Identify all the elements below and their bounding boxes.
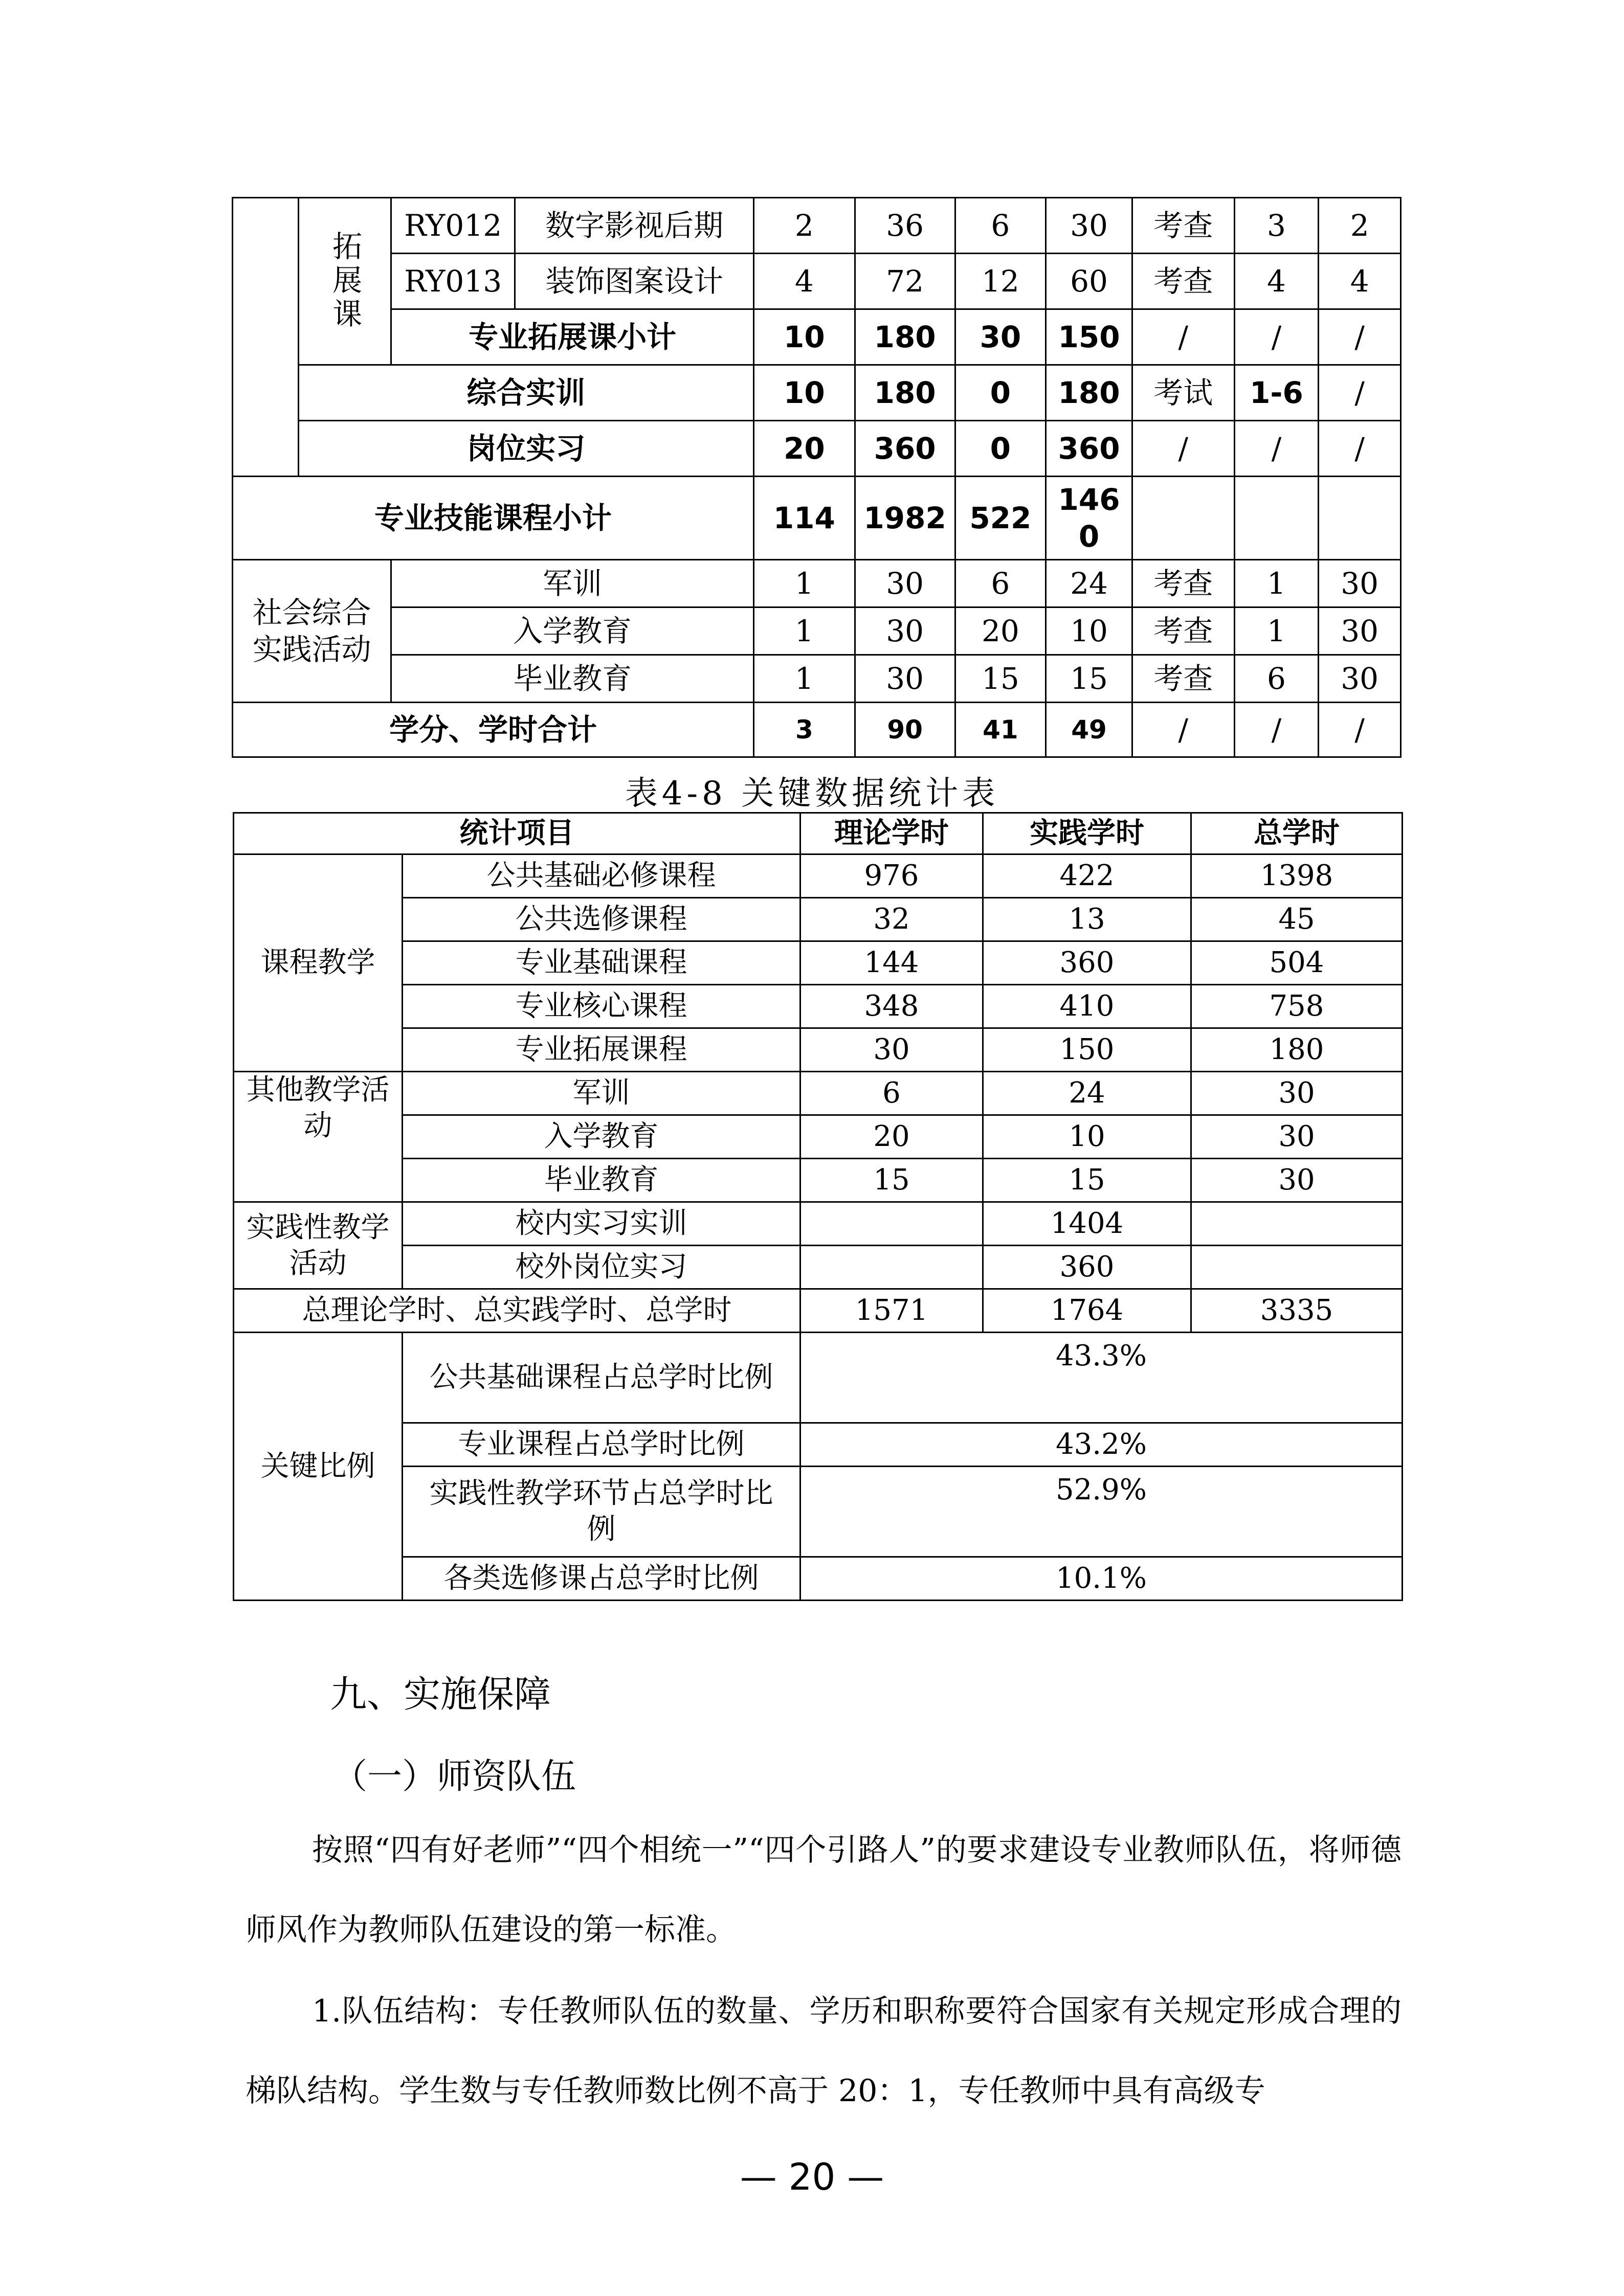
activity-name: 入学教育 [391, 607, 754, 655]
practice: 24 [983, 1072, 1191, 1115]
theory-hours: 12 [955, 254, 1046, 309]
practice: 15 [983, 1159, 1191, 1202]
hours: 36 [855, 198, 955, 254]
credits: 3 [753, 703, 855, 757]
practice-hours: 49 [1046, 703, 1132, 757]
row-name: 毕业教育 [403, 1159, 800, 1202]
row-name: 军训 [403, 1072, 800, 1115]
table-row [234, 1423, 1403, 1467]
theory-hours: 0 [955, 365, 1046, 421]
semester: / [1234, 309, 1319, 365]
row-name: 专业核心课程 [403, 985, 800, 1028]
table-row [233, 365, 1401, 421]
table-row [234, 1246, 1403, 1289]
row-name: 校内实习实训 [403, 1202, 800, 1246]
theory-hours: 20 [955, 607, 1046, 655]
hours: 360 [855, 421, 955, 477]
hours: 180 [855, 309, 955, 365]
table-row [233, 607, 1401, 655]
row-name: 入学教育 [403, 1115, 800, 1159]
ratio-value: 43.3% [800, 1333, 1403, 1423]
credits: 2 [753, 198, 855, 254]
credits: 114 [753, 477, 855, 560]
credits: 1 [753, 560, 855, 607]
credits: 1 [753, 607, 855, 655]
course-code: RY013 [391, 254, 515, 309]
practice-hours: 15 [1046, 655, 1132, 703]
theory-empty [800, 1246, 983, 1289]
other-activities-label: 其他教学活动 [234, 1072, 403, 1202]
grand-total-label: 总理论学时、总实践学时、总学时 [234, 1289, 800, 1333]
semester: 1-6 [1234, 365, 1319, 421]
section-subheading: （一）师资队伍 [332, 1757, 576, 1797]
theory: 6 [800, 1072, 983, 1115]
table-row [234, 898, 1403, 941]
table-row [234, 1115, 1403, 1159]
theory: 976 [800, 854, 983, 898]
theory-hours: 41 [955, 703, 1046, 757]
theory-hours: 522 [955, 477, 1046, 560]
theory: 144 [800, 941, 983, 985]
hours: 30 [855, 560, 955, 607]
hours: 1982 [855, 477, 955, 560]
assessment: 考查 [1132, 198, 1234, 254]
total: 180 [1191, 1028, 1403, 1072]
table-row [234, 1072, 1403, 1115]
social-group-text: 社会综合实践活动 [252, 595, 371, 667]
assessment: / [1132, 421, 1234, 477]
practice-hours: 150 [1046, 309, 1132, 365]
practice: 13 [983, 898, 1191, 941]
weekly-hours: 4 [1319, 254, 1401, 309]
total-empty [1191, 1246, 1403, 1289]
credits: 10 [753, 365, 855, 421]
header-total: 总学时 [1191, 813, 1403, 854]
table-row [234, 1557, 1403, 1601]
social-group-label [233, 560, 391, 703]
semester: 4 [1234, 254, 1319, 309]
weekly-hours: 30 [1319, 560, 1401, 607]
key-ratios-label: 关键比例 [234, 1333, 403, 1601]
practice-hours-line2: 0 [1078, 519, 1100, 554]
assessment: / [1132, 703, 1234, 757]
header-theory: 理论学时 [800, 813, 983, 854]
extension-group-label: 拓展课 [298, 198, 391, 365]
hours: 90 [855, 703, 955, 757]
row-name: 公共基础必修课程 [403, 854, 800, 898]
total: 30 [1191, 1115, 1403, 1159]
weekly-hours: / [1319, 421, 1401, 477]
total: 504 [1191, 941, 1403, 985]
header-practice: 实践学时 [983, 813, 1191, 854]
total: 758 [1191, 985, 1403, 1028]
ratio-value: 52.9% [800, 1467, 1403, 1557]
practice: 422 [983, 854, 1191, 898]
practice-hours: 10 [1046, 607, 1132, 655]
practice: 150 [983, 1028, 1191, 1072]
hours: 72 [855, 254, 955, 309]
weekly-hours: / [1319, 309, 1401, 365]
credits: 20 [753, 421, 855, 477]
practice: 360 [983, 941, 1191, 985]
weekly-hours: 30 [1319, 607, 1401, 655]
row-name: 校外岗位实习 [403, 1246, 800, 1289]
semester: 6 [1234, 655, 1319, 703]
table-caption: 表4-8 关键数据统计表 [625, 775, 999, 813]
assessment: 考查 [1132, 560, 1234, 607]
total: 1398 [1191, 854, 1403, 898]
semester: 3 [1234, 198, 1319, 254]
section-heading: 九、实施保障 [330, 1673, 551, 1716]
weekly-empty [1319, 477, 1401, 560]
weekly-hours: 30 [1319, 655, 1401, 703]
theory-hours: 30 [955, 309, 1046, 365]
header-item: 统计项目 [234, 813, 800, 854]
practice: 1404 [983, 1202, 1191, 1246]
total: 45 [1191, 898, 1403, 941]
row-name: 公共选修课程 [403, 898, 800, 941]
ratio-name: 专业课程占总学时比例 [403, 1423, 800, 1467]
theory: 15 [800, 1159, 983, 1202]
assessment: 考查 [1132, 607, 1234, 655]
practice-hours [1046, 477, 1132, 560]
theory: 348 [800, 985, 983, 1028]
ratio-name: 实践性教学环节占总学时比例 [403, 1467, 800, 1557]
table-row-subtotal [233, 309, 1401, 365]
total: 3335 [1191, 1289, 1403, 1333]
assessment: 考查 [1132, 254, 1234, 309]
practice: 1764 [983, 1289, 1191, 1333]
table-row [233, 254, 1401, 309]
table-row [234, 854, 1403, 898]
hours: 30 [855, 607, 955, 655]
course-name: 装饰图案设计 [515, 254, 754, 309]
subtotal-label: 专业拓展课小计 [391, 309, 754, 365]
total-empty [1191, 1202, 1403, 1246]
theory: 30 [800, 1028, 983, 1072]
activity-name: 毕业教育 [391, 655, 754, 703]
semester: / [1234, 703, 1319, 757]
theory: 20 [800, 1115, 983, 1159]
practice-hours: 30 [1046, 198, 1132, 254]
ratio-value: 10.1% [800, 1557, 1403, 1601]
course-code: RY012 [391, 198, 515, 254]
paragraph: 按照“四有好老师”“四个相统一”“四个引路人”的要求建设专业教师队伍，将师德师风作为教师队伍建设的第一标准。 [246, 1832, 1401, 1948]
paragraph: 1.队伍结构：专任教师队伍的数量、学历和职称要符合国家有关规定形成合理的梯队结构。学生数与专任教师数比例不高于 20：1，专任教师中具有高级专 [246, 1993, 1401, 2109]
assessment-empty [1132, 477, 1234, 560]
table-header-row [234, 813, 1403, 854]
weekly-hours: 2 [1319, 198, 1401, 254]
total-label: 学分、学时合计 [233, 703, 754, 757]
skills-subtotal-label: 专业技能课程小计 [233, 477, 754, 560]
course-teaching-label: 课程教学 [234, 854, 403, 1072]
theory-hours: 6 [955, 198, 1046, 254]
semester: 1 [1234, 607, 1319, 655]
weekly-hours: / [1319, 703, 1401, 757]
practice-hours: 60 [1046, 254, 1132, 309]
theory-hours: 15 [955, 655, 1046, 703]
semester: 1 [1234, 560, 1319, 607]
course-plan-table [232, 197, 1401, 758]
practice-hours-line1: 146 [1058, 482, 1120, 517]
table-row [234, 1028, 1403, 1072]
group-cell-empty [233, 198, 299, 477]
practical-activities-label: 实践性教学活动 [234, 1202, 403, 1289]
hours: 30 [855, 655, 955, 703]
credits: 4 [753, 254, 855, 309]
assessment: 考试 [1132, 365, 1234, 421]
row-name: 专业基础课程 [403, 941, 800, 985]
ratio-name: 各类选修课占总学时比例 [403, 1557, 800, 1601]
table-row [234, 941, 1403, 985]
table-row [234, 1467, 1403, 1557]
table-row [234, 1333, 1403, 1423]
table-row [233, 421, 1401, 477]
table-row [234, 985, 1403, 1028]
credits: 1 [753, 655, 855, 703]
hours: 180 [855, 365, 955, 421]
theory-empty [800, 1202, 983, 1246]
row-name: 专业拓展课程 [403, 1028, 800, 1072]
theory-hours: 6 [955, 560, 1046, 607]
table-row [233, 198, 1401, 254]
practice-hours: 360 [1046, 421, 1132, 477]
semester: / [1234, 421, 1319, 477]
practice: 360 [983, 1246, 1191, 1289]
activity-name: 军训 [391, 560, 754, 607]
practice-hours: 24 [1046, 560, 1132, 607]
table-row [234, 1159, 1403, 1202]
weekly-hours: / [1319, 365, 1401, 421]
course-name: 数字影视后期 [515, 198, 754, 254]
credits: 10 [753, 309, 855, 365]
key-data-table [233, 812, 1403, 1601]
theory-hours: 0 [955, 421, 1046, 477]
total: 30 [1191, 1159, 1403, 1202]
table-row-skills-subtotal [233, 477, 1401, 560]
comprehensive-training-label: 综合实训 [298, 365, 753, 421]
theory: 32 [800, 898, 983, 941]
assessment: / [1132, 309, 1234, 365]
ratio-name: 公共基础课程占总学时比例 [403, 1333, 800, 1423]
table-row [233, 560, 1401, 607]
table-row-grand-total [234, 1289, 1403, 1333]
total: 30 [1191, 1072, 1403, 1115]
practice: 410 [983, 985, 1191, 1028]
practice-hours: 180 [1046, 365, 1132, 421]
assessment: 考查 [1132, 655, 1234, 703]
internship-label: 岗位实习 [298, 421, 753, 477]
table-row [233, 655, 1401, 703]
page-number: — 20 — [740, 2155, 884, 2198]
table-row [234, 1202, 1403, 1246]
theory: 1571 [800, 1289, 983, 1333]
ratio-value: 43.2% [800, 1423, 1403, 1467]
table-row-total [233, 703, 1401, 757]
practice: 10 [983, 1115, 1191, 1159]
semester-empty [1234, 477, 1319, 560]
